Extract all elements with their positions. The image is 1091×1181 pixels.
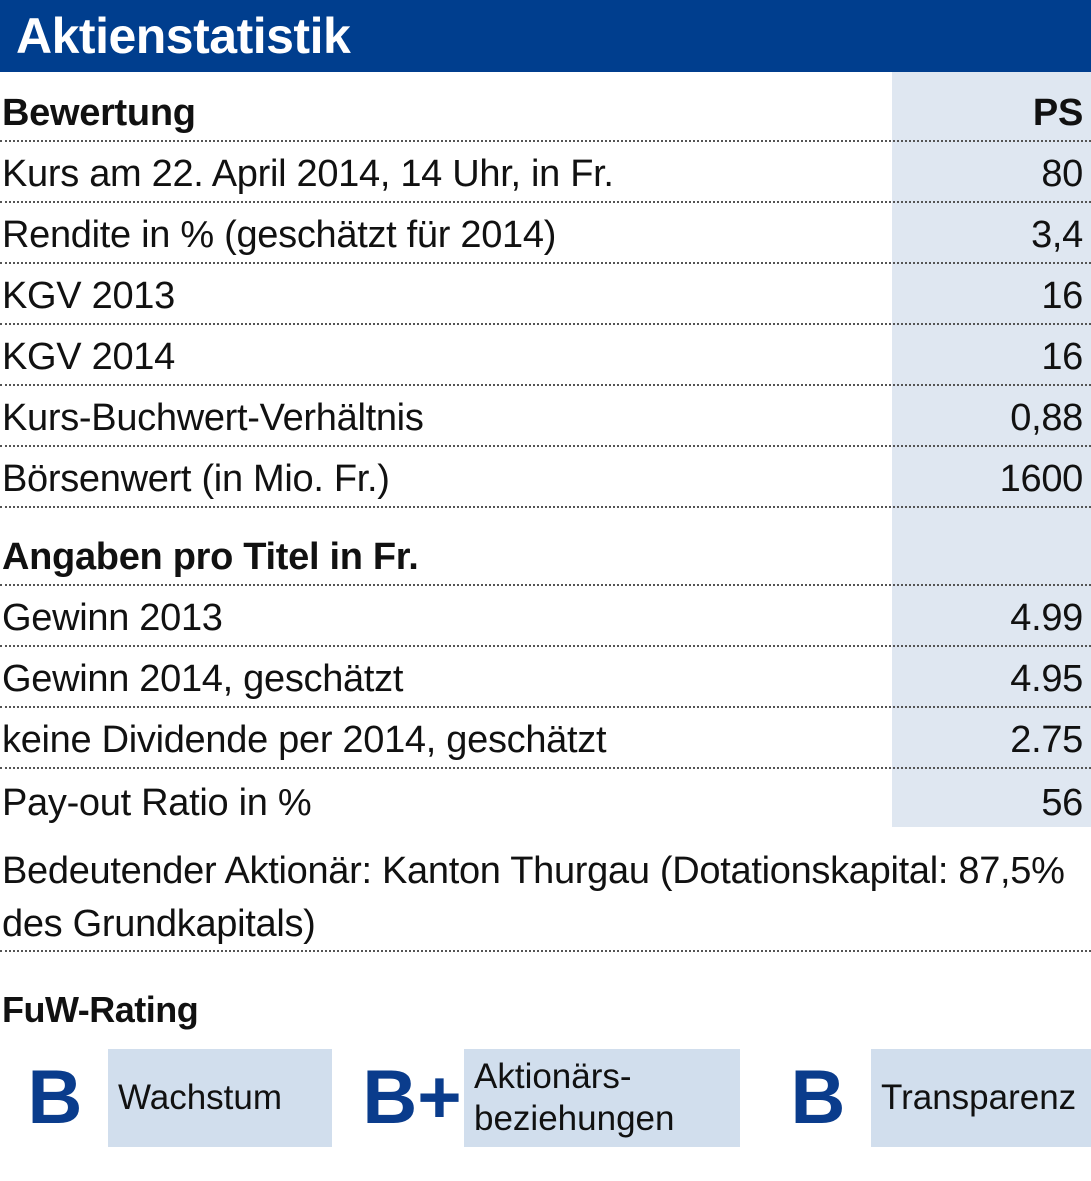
row-value: 1600 xyxy=(999,458,1083,500)
angaben-header-row xyxy=(0,526,1091,586)
rating-label: Transparenz xyxy=(881,1078,1077,1117)
row-value: 16 xyxy=(1041,275,1083,317)
row-label: Gewinn 2014, geschätzt xyxy=(2,658,404,700)
row-value: 3,4 xyxy=(1031,214,1083,256)
bewertung-heading: Bewertung xyxy=(2,92,196,134)
rating-label: Wachstum xyxy=(118,1078,283,1117)
rating-box-aktionaersbeziehungen xyxy=(464,1049,740,1147)
rating-label: Aktionärs- beziehungen xyxy=(474,1057,675,1138)
table-row xyxy=(0,387,1091,447)
rating-grade-aktionaersbeziehungen: B+ xyxy=(362,1055,462,1140)
table-row xyxy=(0,143,1091,203)
row-value: 4.99 xyxy=(1010,597,1083,639)
row-label: Kurs-Buchwert-Verhältnis xyxy=(2,397,424,439)
row-value: 80 xyxy=(1041,153,1083,195)
rating-box-wachstum xyxy=(108,1049,332,1147)
row-label: Kurs am 22. April 2014, 14 Uhr, in Fr. xyxy=(2,153,614,195)
angaben-heading: Angaben pro Titel in Fr. xyxy=(2,536,419,578)
row-label: Gewinn 2013 xyxy=(2,597,223,639)
table-row xyxy=(0,770,1091,830)
page-title: Aktienstatistik xyxy=(16,8,351,64)
table-row xyxy=(0,204,1091,264)
rating-grade-transparenz: B xyxy=(790,1055,846,1140)
row-value: 4.95 xyxy=(1010,658,1083,700)
table-row xyxy=(0,326,1091,386)
table-row xyxy=(0,448,1091,508)
table-row xyxy=(0,648,1091,708)
table-row xyxy=(0,587,1091,647)
row-label: KGV 2014 xyxy=(2,336,175,378)
title-bar xyxy=(0,0,1091,72)
rating-title: FuW-Rating xyxy=(2,989,199,1030)
row-label: Pay-out Ratio in % xyxy=(2,782,312,824)
table-row xyxy=(0,709,1091,769)
rating-box-transparenz xyxy=(871,1049,1091,1147)
shareholder-note: Bedeutender Aktionär: Kanton Thurgau (Dotationskapital: 87,5% des Grundkapitals) xyxy=(2,850,1065,945)
row-value: 0,88 xyxy=(1010,397,1083,439)
row-label: KGV 2013 xyxy=(2,275,175,317)
column-header-ps: PS xyxy=(1032,92,1083,134)
table-row xyxy=(0,265,1091,325)
row-label: Rendite in % (geschätzt für 2014) xyxy=(2,214,557,256)
row-value: 16 xyxy=(1041,336,1083,378)
row-label: keine Dividende per 2014, geschätzt xyxy=(2,719,607,761)
row-value: 2.75 xyxy=(1010,719,1083,761)
bewertung-header-row xyxy=(0,82,1091,142)
divider xyxy=(0,950,1091,952)
row-label: Börsenwert (in Mio. Fr.) xyxy=(2,458,390,500)
rating-grade-wachstum: B xyxy=(27,1055,83,1140)
row-value: 56 xyxy=(1041,782,1083,824)
